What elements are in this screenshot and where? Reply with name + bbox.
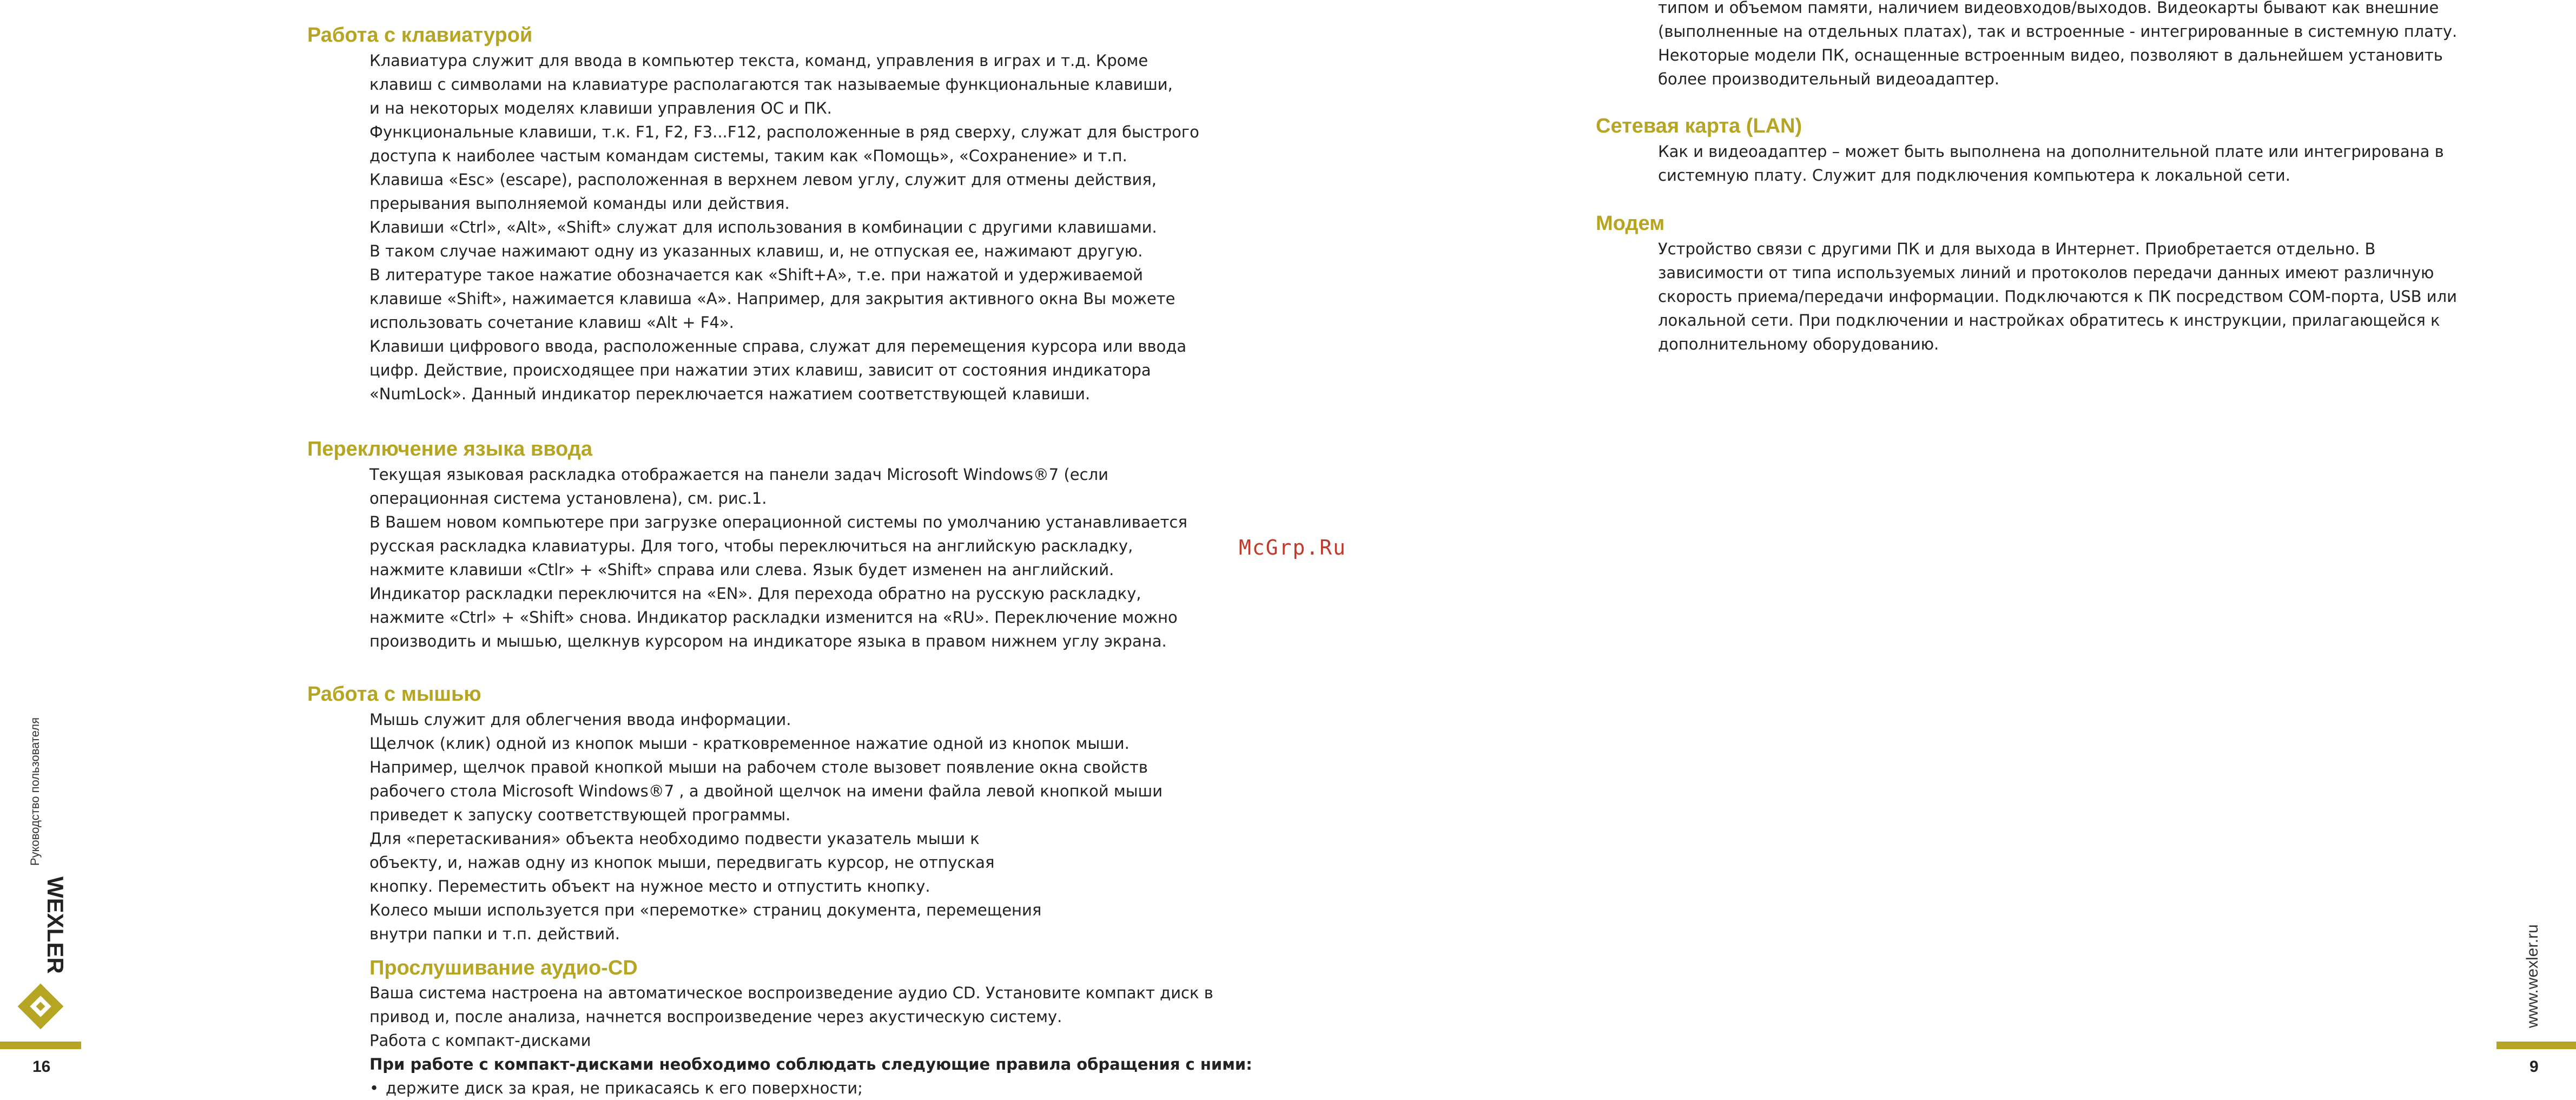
text-line: Как и видеоадаптер – может быть выполнена на дополнительной плате или интегрирована в	[1658, 142, 2444, 161]
text-line: локальной сети. При подключении и настройках обратитесь к инструкции, прилагающейся к	[1658, 311, 2440, 330]
section-input-language	[307, 436, 1249, 653]
text-line: дополнительному оборудованию.	[1658, 335, 1939, 353]
text-line: привод и, после анализа, начнется воспроизведение через акустическую систему.	[369, 1007, 1062, 1026]
text-line: использовать сочетание клавиш «Alt + F4».	[369, 313, 734, 332]
text-line: клавиш с символами на клавиатуре располагаются так называемые функциональные клавиши,	[369, 75, 1173, 94]
section-lan	[1596, 113, 2526, 187]
page-number: 9	[2529, 1058, 2539, 1076]
text-line: Функциональные клавиши, т.к. F1, F2, F3...F12, расположенные в ряд сверху, служат для быстрого	[369, 123, 1199, 141]
logo-wordmark: WEXLER	[43, 877, 68, 974]
section-heading: Переключение языка ввода	[307, 438, 593, 460]
page-accent-bar	[2496, 1042, 2576, 1049]
section-video-continued	[1596, 0, 2526, 91]
left-margin	[0, 0, 81, 1098]
text-line: Работа с компакт-дисками	[369, 1031, 591, 1050]
text-line: внутри папки и т.п. действий.	[369, 925, 620, 943]
text-line: нажмите клавиши «Ctlr» + «Shift» справа или слева. Язык будет изменен на английский.	[369, 561, 1114, 579]
wexler-logo-icon	[16, 874, 68, 1031]
text-line: Колесо мыши используется при «перемотке» страниц документа, перемещения	[369, 901, 1042, 919]
text-line: рабочего стола Microsoft Windows®7 , а двойной щелчок на имени файла левой кнопкой мыши	[369, 782, 1163, 800]
text-line: кнопку. Переместить объект на нужное место и отпустить кнопку.	[369, 877, 930, 895]
text-line: В литературе такое нажатие обозначается как «Shift+A», т.е. при нажатой и удерживаемой	[369, 266, 1143, 284]
text-line: скорость приема/передачи информации. Подключаются к ПК посредством COM-порта, USB или	[1658, 287, 2458, 306]
text-line: В таком случае нажимают одну из указанных клавиш, и, не отпуская ее, нажимают другую.	[369, 242, 1143, 260]
section-body	[369, 981, 1249, 1052]
text-line: Например, щелчок правой кнопкой мыши на рабочем столе вызовет появление окна свойств	[369, 758, 1148, 776]
section-body	[1658, 237, 2526, 356]
section-heading: Работа с мышью	[307, 683, 481, 706]
section-keyboard	[307, 22, 1249, 406]
text-line: производить и мышью, щелкнув курсором на индикаторе языка в правом нижнем углу экрана.	[369, 632, 1167, 650]
text-line: более производительный видеоадаптер.	[1658, 70, 1999, 88]
text-line: клавише «Shift», нажимается клавиша «A». Например, для закрытия активного окна Вы можете	[369, 289, 1175, 308]
section-body	[369, 49, 1249, 406]
text-line: Клавиатура служит для ввода в компьютер текста, команд, управления в играх и т.д. Кроме	[369, 51, 1148, 70]
section-body	[369, 463, 1249, 653]
text-line: Щелчок (клик) одной из кнопок мыши - кратковременное нажатие одной из кнопок мыши.	[369, 734, 1130, 753]
text-line: Некоторые модели ПК, оснащенные встроенным видео, позволяют в дальнейшем установить	[1658, 46, 2443, 64]
section-audio-cd	[307, 955, 1252, 1100]
text-line: системную плату. Служит для подключения компьютера к локальной сети.	[1658, 166, 2290, 185]
page-number: 16	[32, 1058, 51, 1076]
logo-mark	[18, 984, 64, 1030]
text-line: и на некоторых моделях клавиши управления ОС и ПК.	[369, 99, 832, 117]
text-line: зависимости от типа используемых линий и протоколов передачи данных имеют различную	[1658, 264, 2434, 282]
text-line: объекту, и, нажав одну из кнопок мыши, передвигать курсор, не отпуская	[369, 853, 995, 872]
text-line: Для «перетаскивания» объекта необходимо подвести указатель мыши к	[369, 829, 980, 848]
text-line: Текущая языковая раскладка отображается на панели задач Microsoft Windows®7 (если	[369, 465, 1108, 484]
text-line: Клавиши цифрового ввода, расположенные справа, служат для перемещения курсора или ввода	[369, 337, 1187, 355]
section-body	[1658, 140, 2526, 187]
text-line: «NumLock». Данный индикатор переключается нажатием соответствующей клавиши.	[369, 385, 1091, 403]
text-line: нажмите «Ctrl» + «Shift» снова. Индикатор раскладки изменится на «RU». Переключение можно	[369, 608, 1178, 627]
cd-rules-intro: При работе с компакт-дисками необходимо соблюдать следующие правила обращения с ними:	[369, 1055, 1252, 1073]
side-caption-text: Руководство пользователя	[28, 717, 42, 866]
section-body	[1658, 0, 2526, 91]
text-line: русская раскладка клавиатуры. Для того, чтобы переключиться на английскую раскладку,	[369, 537, 1133, 555]
text-line: операционная система установлена), см. рис.1.	[369, 489, 767, 508]
side-caption	[28, 709, 50, 866]
text-line: типом и объемом памяти, наличием видеовходов/выходов. Видеокарты бывают как внешние	[1658, 0, 2439, 17]
bullet-icon: •	[369, 1079, 379, 1097]
text-line: приведет к запуску соответствующей программы.	[369, 806, 791, 824]
text-line: (выполненные на отдельных платах), так и встроенные - интегрированные в системную плату.	[1658, 22, 2458, 41]
text-line: В Вашем новом компьютере при загрузке операционной системы по умолчанию устанавливается	[369, 513, 1187, 531]
text-line: цифр. Действие, происходящее при нажатии этих клавиш, зависит от состояния индикатора	[369, 361, 1151, 379]
section-mouse	[307, 681, 1249, 946]
section-heading: Сетевая карта (LAN)	[1596, 115, 1802, 137]
website-link: www.wexler.ru	[2524, 924, 2541, 1028]
text-line: доступа к наиболее частым командам системы, таким как «Помощь», «Сохранение» и т.п.	[369, 147, 1127, 165]
section-heading: Модем	[1596, 212, 1665, 235]
section-modem	[1596, 210, 2526, 356]
section-heading: Работа с клавиатурой	[307, 24, 533, 47]
text-line: Клавиша «Esc» (escape), расположенная в верхнем левом углу, служит для отмены действия,	[369, 170, 1157, 189]
text-line: Мышь служит для облегчения ввода информации.	[369, 710, 791, 729]
page-accent-bar	[0, 1042, 81, 1049]
text-line: Ваша система настроена на автоматическое воспроизведение аудио CD. Установите компакт диск в	[369, 984, 1213, 1002]
text-line: Индикатор раскладки переключится на «EN». Для перехода обратно на русскую раскладку,	[369, 584, 1141, 603]
watermark: McGrp.Ru	[1239, 536, 1347, 559]
section-body	[369, 708, 1249, 946]
bullet-item	[369, 1076, 1249, 1100]
text-line: прерывания выполняемой команды или действия.	[369, 194, 790, 213]
bullet-text: держите диск за края, не прикасаясь к его поверхности;	[386, 1079, 863, 1097]
section-heading: Прослушивание аудио-CD	[369, 957, 638, 979]
text-line: Устройство связи с другими ПК и для выхода в Интернет. Приобретается отдельно. В	[1658, 240, 2376, 258]
text-line: Клавиши «Ctrl», «Alt», «Shift» служат для использования в комбинации с другими клавишами.	[369, 218, 1157, 236]
